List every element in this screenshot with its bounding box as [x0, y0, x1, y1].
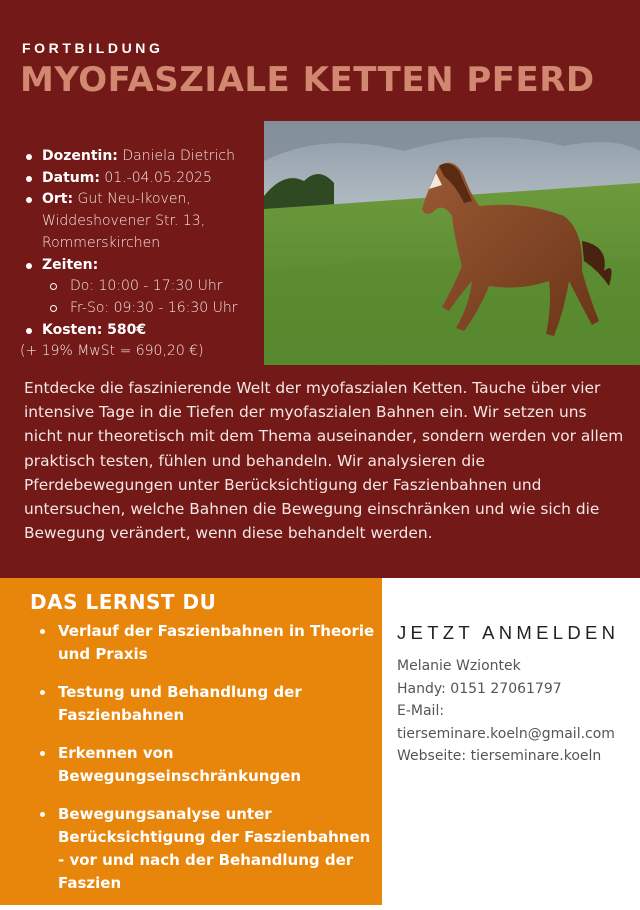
horse-photo — [264, 121, 640, 365]
contact-email[interactable]: tierseminare.koeln@gmail.com — [397, 725, 615, 742]
contact-email-label: E-Mail: — [397, 703, 445, 720]
detail-kosten: Kosten: 580€ — [20, 320, 260, 342]
learn-section — [0, 578, 382, 905]
learn-item: Testung und Behandlung der Faszienbahnen — [36, 681, 381, 727]
eyebrow-label: FORTBILDUNG — [22, 40, 164, 56]
detail-zeiten: Zeiten: — [20, 255, 260, 277]
intro-text: Entdecke die faszinierende Welt der myofaszialen Ketten. Tauche über vier intensive Tage in die Tiefen der myofaszialen Bahnen ein. Wir setzen uns nicht nur theoretisch mit dem Thema auseinander, sondern werden vor allem praktisch testen, fühlen und behandeln. Wir analysieren die Pferdebewegungen unter Berücksichtigung der Faszienbahnen und untersuchen, welche Bahnen die Bewegung einschränken und wie sich die Bewegung verändert, wenn diese behandelt werden. — [24, 379, 624, 543]
learn-title: DAS LERNST DU — [30, 590, 217, 614]
contact-name: Melanie Wziontek — [397, 658, 521, 675]
contact-phone[interactable]: Handy: 0151 27061797 — [397, 680, 562, 697]
detail-ort: Ort: Gut Neu-Ikoven, Widdeshovener Str. 13, Rommerskirchen — [20, 189, 260, 254]
contact-website[interactable]: Webseite: tierseminare.koeln — [397, 748, 602, 765]
detail-datum: Datum: 01.-04.05.2025 — [20, 168, 260, 190]
learn-list — [36, 620, 381, 910]
detail-zeiten-frso: Fr-So: 09:30 - 16:30 Uhr — [20, 298, 260, 320]
detail-dozent: Dozentin: Daniela Dietrich — [20, 146, 260, 168]
learn-item: Erkennen von Bewegungseinschränkungen — [36, 742, 381, 788]
detail-zeiten-do: Do: 10:00 - 17:30 Uhr — [20, 276, 260, 298]
learn-item: Bewegungsanalyse unter Berücksichtigung der Faszienbahnen - vor und nach der Behandlung der Faszien — [36, 803, 381, 895]
learn-item: Verlauf der Faszienbahnen in Theorie und Praxis — [36, 620, 381, 666]
contact-section — [397, 622, 640, 767]
page-title: MYOFASZIALE KETTEN PFERD — [20, 60, 595, 100]
detail-kosten-note: (+ 19% MwSt = 690,20 €) — [20, 343, 204, 360]
course-details — [20, 146, 260, 363]
register-heading: JETZT ANMELDEN — [397, 622, 620, 643]
